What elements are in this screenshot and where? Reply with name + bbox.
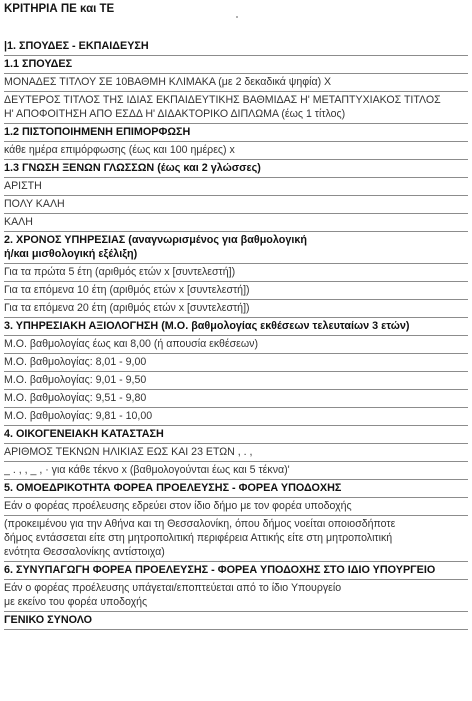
criterion-row: Εάν ο φορέας προέλευσης εδρεύει στον ίδιο δήμο με τον φορέα υποδοχής bbox=[4, 500, 468, 516]
criterion-row: κάθε ημέρα επιμόρφωσης (έως και 100 ημέρες) x bbox=[4, 144, 468, 160]
criterion-row: με εκείνο του φορέα υποδοχής bbox=[4, 596, 468, 612]
criterion-row: ΚΑΛΗ bbox=[4, 216, 468, 232]
section-1-heading: |1. ΣΠΟΥΔΕΣ - ΕΚΠΑΙΔΕΥΣΗ bbox=[4, 40, 468, 56]
criterion-row: Για τα επόμενα 10 έτη (αριθμός ετών x [συντελεστή]) bbox=[4, 284, 468, 300]
speck-mark bbox=[236, 16, 238, 18]
section-4-heading: 4. ΟΙΚΟΓΕΝΕΙΑΚΗ ΚΑΤΑΣΤΑΣΗ bbox=[4, 428, 468, 444]
section-1-2-heading: 1.2 ΠΙΣΤΟΠΟΙΗΜΕΝΗ ΕΠΙΜΟΡΦΩΣΗ bbox=[4, 126, 468, 142]
section-1-1-heading: 1.1 ΣΠΟΥΔΕΣ bbox=[4, 58, 468, 74]
criterion-row: ΜΟΝΑΔΕΣ ΤΙΤΛΟΥ ΣΕ 10ΒΑΘΜΗ ΚΛΙΜΑΚΑ (με 2 δεκαδικά ψηφία) Χ bbox=[4, 76, 468, 92]
criterion-row: δήμος εντάσσεται είτε στη μητροπολιτική περιφέρεια Αττικής είτε στη μητροπολιτική bbox=[4, 532, 393, 544]
criterion-row: Μ.Ο. βαθμολογίας έως και 8,00 (ή απουσία εκθέσεων) bbox=[4, 338, 468, 354]
criterion-row: ΠΟΛΥ ΚΑΛΗ bbox=[4, 198, 468, 214]
criterion-row: ΑΡΙΣΤΗ bbox=[4, 180, 468, 196]
criterion-row: _ . , , _ , · για κάθε τέκνο x (βαθμολογούνται έως και 5 τέκνα)' bbox=[4, 464, 468, 480]
section-2-heading: 2. ΧΡΟΝΟΣ ΥΠΗΡΕΣΙΑΣ (αναγνωρισμένος για βαθμολογική bbox=[4, 234, 307, 246]
section-5-heading: 5. ΟΜΟΕΔΡΙΚΟΤΗΤΑ ΦΟΡΕΑ ΠΡΟΕΛΕΥΣΗΣ - ΦΟΡΕΑ ΥΠΟΔΟΧΗΣ bbox=[4, 482, 468, 498]
section-1-3-heading: 1.3 ΓΝΩΣΗ ΞΕΝΩΝ ΓΛΩΣΣΩΝ (έως και 2 γλώσσες) bbox=[4, 162, 468, 178]
section-6-heading: 6. ΣΥΝΥΠΑΓΩΓΗ ΦΟΡΕΑ ΠΡΟΕΛΕΥΣΗΣ - ΦΟΡΕΑ ΥΠΟΔΟΧΗΣ ΣΤΟ ΙΔΙΟ ΥΠΟΥΡΓΕΙΟ bbox=[4, 564, 468, 580]
page-title: ΚΡΙΤΗΡΙΑ ΠΕ και ΤΕ bbox=[4, 3, 115, 15]
criterion-row: Για τα επόμενα 20 έτη (αριθμός ετών x [συντελεστή]) bbox=[4, 302, 468, 318]
criterion-row: (προκειμένου για την Αθήνα και τη Θεσσαλονίκη, όπου δήμος νοείται οποιοσδήποτε bbox=[4, 518, 396, 530]
criterion-row: Για τα πρώτα 5 έτη (αριθμός ετών x [συντελεστή]) bbox=[4, 266, 468, 282]
criterion-row: Η' ΑΠΟΦΟΙΤΗΣΗ ΑΠΟ ΕΣΔΔ Η' ΔΙΔΑΚΤΟΡΙΚΟ ΔΙΠΛΩΜΑ (έως 1 τίτλος) bbox=[4, 108, 468, 124]
criterion-row: ΔΕΥΤΕΡΟΣ ΤΙΤΛΟΣ ΤΗΣ ΙΔΙΑΣ ΕΚΠΑΙΔΕΥΤΙΚΗΣ ΒΑΘΜΙΔΑΣ Η' ΜΕΤΑΠΤΥΧΙΑΚΟΣ ΤΙΤΛΟΣ bbox=[4, 94, 441, 106]
criterion-row: Μ.Ο. βαθμολογίας: 9,81 - 10,00 bbox=[4, 410, 468, 426]
criterion-row: ενότητα Θεσσαλονίκης αντίστοιχα) bbox=[4, 546, 468, 562]
criterion-row: Μ.Ο. βαθμολογίας: 9,51 - 9,80 bbox=[4, 392, 468, 408]
grand-total-heading: ΓΕΝΙΚΟ ΣΥΝΟΛΟ bbox=[4, 614, 468, 630]
section-2-heading-cont: ή/και μισθολογική εξέλιξη) bbox=[4, 248, 468, 264]
criterion-row: ΑΡΙΘΜΟΣ ΤΕΚΝΩΝ ΗΛΙΚΙΑΣ ΕΩΣ ΚΑΙ 23 ΕΤΩΝ , . , bbox=[4, 446, 468, 462]
criterion-row: Εάν ο φορέας προέλευσης υπάγεται/εποπτεύεται από το ίδιο Υπουργείο bbox=[4, 582, 342, 594]
section-3-heading: 3. ΥΠΗΡΕΣΙΑΚΗ ΑΞΙΟΛΟΓΗΣΗ (Μ.Ο. βαθμολογίας εκθέσεων τελευταίων 3 ετών) bbox=[4, 320, 468, 336]
criterion-row: Μ.Ο. βαθμολογίας: 8,01 - 9,00 bbox=[4, 356, 468, 372]
criterion-row: Μ.Ο. βαθμολογίας: 9,01 - 9,50 bbox=[4, 374, 468, 390]
